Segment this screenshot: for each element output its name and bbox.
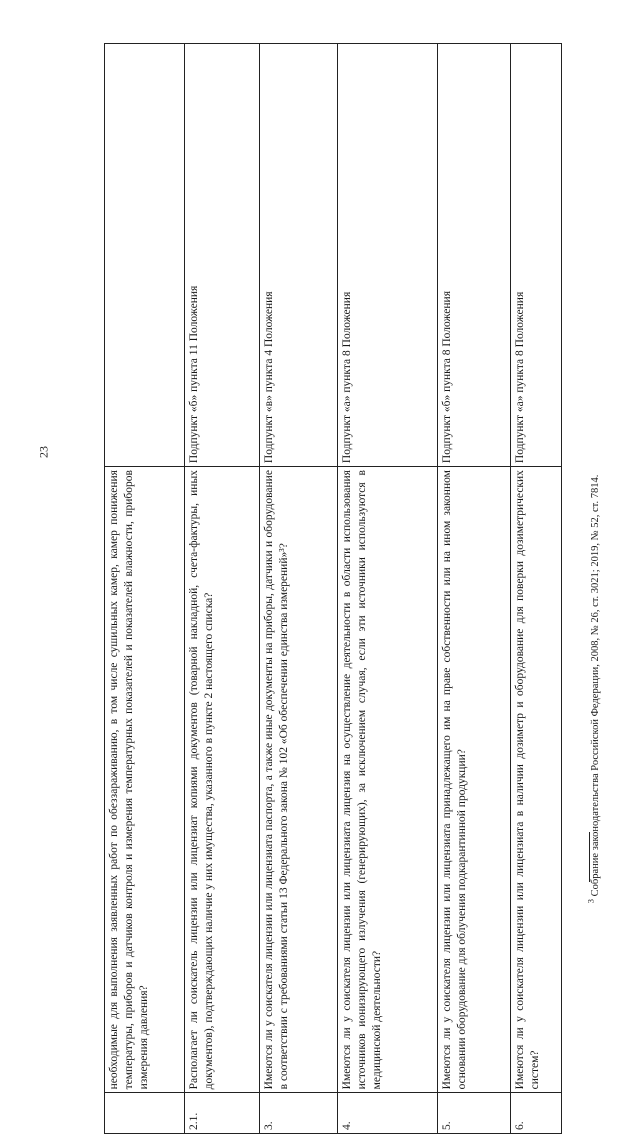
reference-text: Подпункт «б» пункта 8 Положения: [438, 44, 511, 467]
footnote-text: Собрание законодательства Российской Федерации, 2008, № 26, ст. 3021; 2019, № 52, ст. 7814.: [589, 474, 601, 897]
checklist-table: [104, 43, 562, 1134]
table-row: [338, 44, 438, 1134]
reference-text: Подпункт «а» пункта 8 Положения: [338, 44, 438, 467]
question-text: Имеются ли у соискателя лицензии или лицензиата в наличии дозиметр и оборудование для поверки дозиметрических систем?: [511, 467, 562, 1093]
table-row: [105, 44, 185, 1134]
table-row: [185, 44, 260, 1134]
question-text: Имеются ли у соискателя лицензии или лицензиата принадлежащего им на праве собственности или на ином законном основании оборудование для облучения подкарантинной продукции?: [438, 467, 511, 1093]
row-number: 5.: [438, 1093, 511, 1134]
row-number: 6.: [511, 1093, 562, 1134]
question-text: Имеются ли у соискателя лицензии или лицензиата лицензия на осуществление деятельности в области использования источников ионизирующего излучения (генерирующих), за исключением случая, если эти источники используются в медицинской деятельности?: [338, 467, 438, 1093]
row-number: [105, 1093, 185, 1134]
reference-text: Подпункт «б» пункта 11 Положения: [185, 44, 260, 467]
table-row: [438, 44, 511, 1134]
row-number: 2.1.: [185, 1093, 260, 1134]
question-text: Имеются ли у соискателя лицензии или лицензиата паспорта, а также иные документы на приборы, датчики и оборудование в соответствии с требованиями статьи 13 Федерального закона № 102 «Об обеспечении единства измерений»³?: [260, 467, 338, 1093]
reference-text: Подпункт «а» пункта 8 Положения: [511, 44, 562, 467]
row-number: 3.: [260, 1093, 338, 1134]
table-row: [511, 44, 562, 1134]
reference-text: [105, 44, 185, 467]
checklist-table-wrapper: [104, 43, 561, 1134]
row-number: 4.: [338, 1093, 438, 1134]
table-row: [260, 44, 338, 1134]
question-text: Располагает ли соискатель лицензии или лицензиат копиями документов (товарной накладной, счета-фактуры, иных документов), подтверждающих наличие у них имущества, указанного в пункте 2 настоящего списка?: [185, 467, 260, 1093]
footnote: [585, 475, 601, 904]
footnote-marker: 3: [585, 898, 596, 904]
page-number: 23: [36, 446, 51, 458]
reference-text: Подпункт «в» пункта 4 Положения: [260, 44, 338, 467]
question-text: необходимые для выполнения заявленных работ по обеззараживанию, в том числе сушильных камер, камер понижения температуры, приборов и датчиков контроля и измерения температурных показателей и показателей влажности, приборов измерения давления?: [105, 467, 185, 1093]
